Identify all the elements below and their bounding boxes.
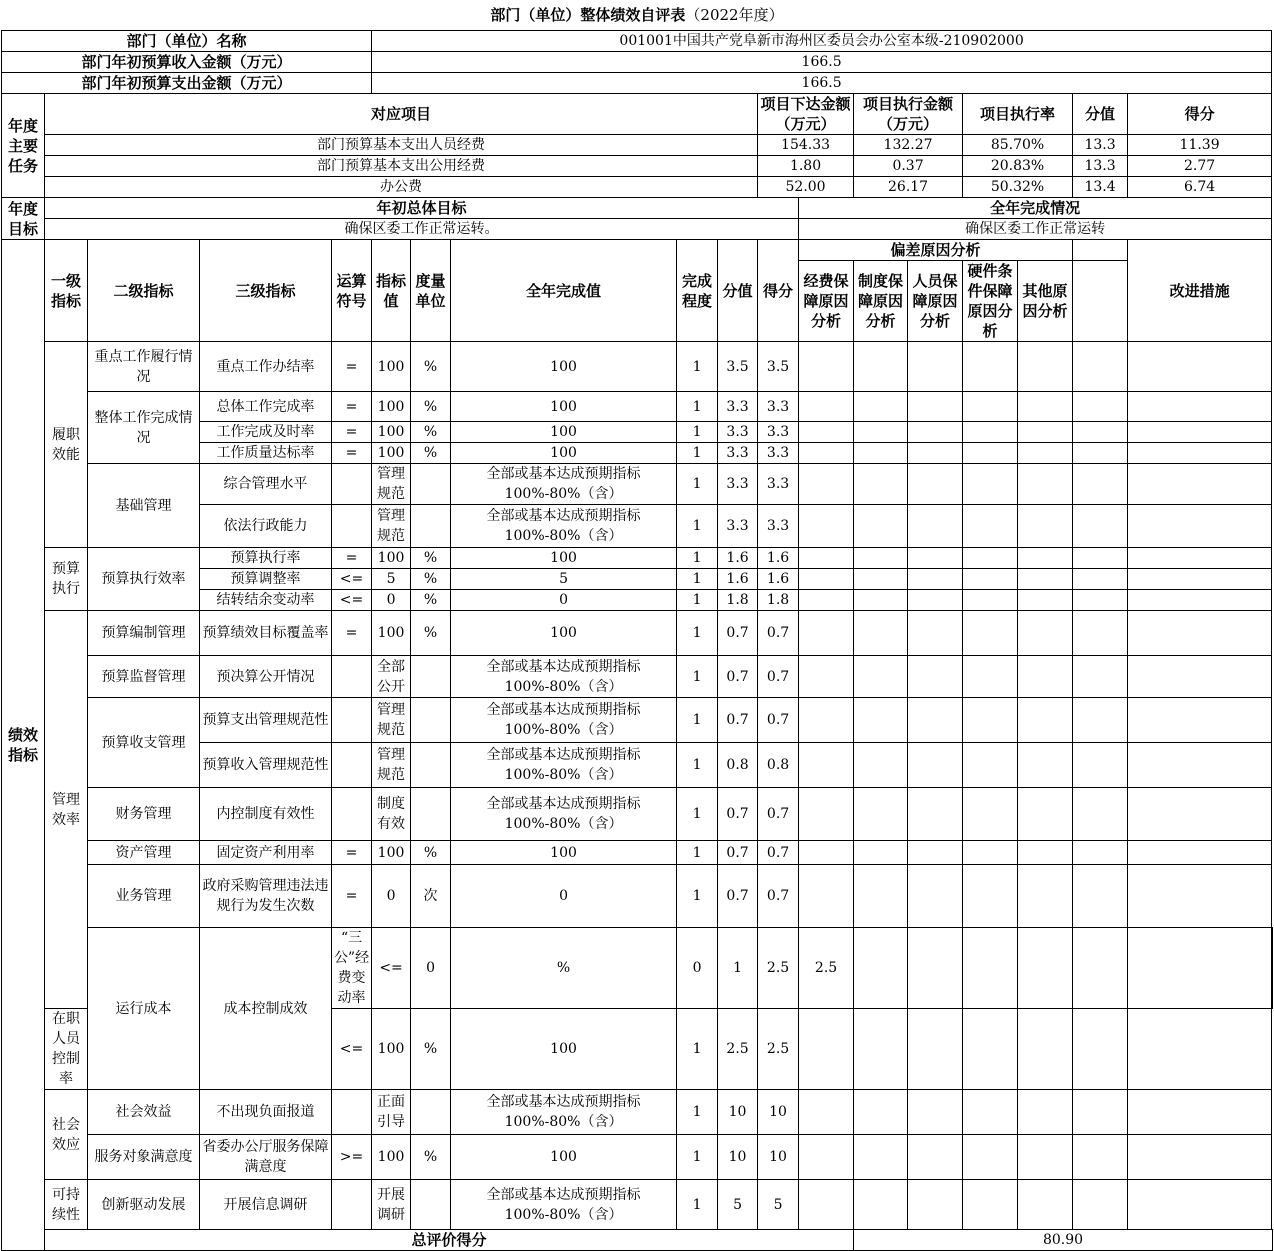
actual-cell: 全部或基本达成预期指标100%-80%（含） (451, 505, 677, 548)
actual-cell: 全部或基本达成预期指标100%-80%（含） (451, 1180, 677, 1230)
task-rate: 20.83% (963, 156, 1073, 177)
op-cell: = (332, 342, 372, 392)
degree-cell: 1 (677, 1009, 718, 1090)
unit-cell (411, 1180, 451, 1230)
indicator-row (2, 656, 1273, 698)
indicator-row (2, 1135, 1273, 1180)
task-row (2, 156, 1273, 177)
l3-cell: 开展信息调研 (200, 1180, 332, 1230)
actual-cell: 全部或基本达成预期指标100%-80%（含） (451, 464, 677, 505)
task-amount: 52.00 (758, 177, 854, 198)
unit-cell: % (411, 590, 451, 611)
got-cell: 0.8 (758, 743, 799, 788)
target-cell: 开展调研 (372, 1180, 411, 1230)
l3-cell: 总体工作完成率 (200, 392, 332, 422)
l2-cell: 预算监督管理 (88, 656, 200, 698)
task-item: 办公费 (45, 177, 758, 198)
l3-cell: 政府采购管理违法违规行为发生次数 (200, 865, 332, 928)
degree-cell: 1 (677, 392, 718, 422)
header-op: 运算符号 (332, 240, 372, 342)
op-cell: <= (332, 569, 372, 590)
actual-cell: 全部或基本达成预期指标100%-80%（含） (451, 743, 677, 788)
l3-cell: 预决算公开情况 (200, 656, 332, 698)
score-cell: 1.8 (718, 590, 758, 611)
header-l3: 三级指标 (200, 240, 332, 342)
l2-cell: 创新驱动发展 (88, 1180, 200, 1230)
target-cell: 0 (411, 928, 451, 1009)
target-cell: 100 (372, 548, 411, 569)
op-cell (332, 743, 372, 788)
tasks-header-amount: 项目下达金额（万元） (758, 94, 854, 135)
degree-cell: 1 (677, 464, 718, 505)
l3-cell: 预算绩效目标覆盖率 (200, 611, 332, 656)
score-cell: 0.7 (718, 841, 758, 865)
header-degree: 完成程度 (677, 240, 718, 342)
tasks-header-exec: 项目执行金额（万元） (854, 94, 963, 135)
op-cell: = (332, 422, 372, 443)
score-cell: 0.7 (718, 788, 758, 841)
header-d5: 其他原因分析 (1018, 261, 1073, 342)
indicator-row (2, 841, 1273, 865)
degree-cell: 1 (677, 342, 718, 392)
l2-cell: 预算编制管理 (88, 611, 200, 656)
score-cell: 0.7 (718, 698, 758, 743)
income-label: 部门年初预算收入金额（万元） (2, 52, 372, 73)
indicators-side-label: 绩效指标 (2, 240, 45, 1251)
degree-cell: 1 (677, 1180, 718, 1230)
score-cell: 0.8 (718, 743, 758, 788)
actual-cell: 100 (451, 422, 677, 443)
task-rate: 50.32% (963, 177, 1073, 198)
l2-cell: 业务管理 (88, 865, 200, 928)
l3-cell: 预算执行率 (200, 548, 332, 569)
l1-management: 管理效率 (45, 611, 88, 1009)
target-cell: 管理规范 (372, 698, 411, 743)
unit-cell: % (411, 548, 451, 569)
goals-initial-label: 年初总体目标 (45, 198, 799, 219)
header-d2: 制度保障原因分析 (854, 261, 908, 342)
unit-cell: % (411, 611, 451, 656)
got-cell: 0.7 (758, 698, 799, 743)
l1-cost: 运行成本 (88, 928, 200, 1090)
task-row (2, 135, 1273, 156)
header-d4: 硬件条件保障原因分析 (963, 261, 1018, 342)
target-cell: 100 (372, 1009, 411, 1090)
op-cell: >= (332, 1135, 372, 1180)
indicator-row (2, 342, 1273, 392)
op-cell: <= (332, 1009, 372, 1090)
l3-cell: 重点工作办结率 (200, 342, 332, 392)
target-cell: 全部公开 (372, 656, 411, 698)
op-cell (332, 788, 372, 841)
target-cell: 100 (372, 841, 411, 865)
got-cell: 2.5 (799, 928, 854, 1009)
unit-cell: % (411, 392, 451, 422)
l3-cell: 内控制度有效性 (200, 788, 332, 841)
degree-cell: 1 (677, 548, 718, 569)
actual-cell: 5 (451, 569, 677, 590)
op-cell (332, 1090, 372, 1135)
op-cell: = (332, 611, 372, 656)
score-cell: 0.7 (718, 611, 758, 656)
l3-cell: 预算支出管理规范性 (200, 698, 332, 743)
l2-cell: 基础管理 (88, 464, 200, 548)
unit-cell (411, 656, 451, 698)
task-rate: 85.70% (963, 135, 1073, 156)
op-cell: = (332, 841, 372, 865)
l2-cell: 成本控制成效 (200, 928, 332, 1090)
l3-cell: 依法行政能力 (200, 505, 332, 548)
l1-performance: 履职效能 (45, 342, 88, 548)
degree-cell: 1 (677, 698, 718, 743)
header-d1: 经费保障原因分析 (799, 261, 854, 342)
l1-social: 社会效应 (45, 1090, 88, 1180)
l3-cell: 预算调整率 (200, 569, 332, 590)
header-score: 分值 (718, 240, 758, 342)
indicator-row (2, 464, 1273, 505)
degree-cell: 1 (677, 569, 718, 590)
score-cell: 1.6 (718, 569, 758, 590)
title-main: 部门（单位）整体绩效自评表 (490, 6, 686, 24)
indicator-row (2, 392, 1273, 422)
score-cell: 10 (718, 1135, 758, 1180)
op-cell (332, 505, 372, 548)
indicator-row (2, 548, 1273, 569)
task-score: 13.3 (1073, 156, 1128, 177)
target-cell: 5 (372, 569, 411, 590)
dept-name-label: 部门（单位）名称 (2, 31, 372, 52)
actual-cell: 全部或基本达成预期指标100%-80%（含） (451, 656, 677, 698)
op-cell (332, 698, 372, 743)
got-cell: 3.3 (758, 422, 799, 443)
goals-completion-value: 确保区委工作正常运转 (799, 219, 1272, 240)
target-cell: 制度有效 (372, 788, 411, 841)
tasks-header-item: 对应项目 (45, 94, 758, 135)
target-cell: 管理规范 (372, 464, 411, 505)
target-cell: 0 (372, 865, 411, 928)
l3-cell: 省委办公厅服务保障满意度 (200, 1135, 332, 1180)
l2-cell: 财务管理 (88, 788, 200, 841)
score-cell: 2.5 (718, 1009, 758, 1090)
got-cell: 3.3 (758, 443, 799, 464)
l3-cell: 固定资产利用率 (200, 841, 332, 865)
unit-cell: % (451, 928, 677, 1009)
evaluation-table (1, 30, 1273, 1251)
task-item: 部门预算基本支出公用经费 (45, 156, 758, 177)
unit-cell: % (411, 841, 451, 865)
degree-cell: 1 (677, 422, 718, 443)
unit-cell (411, 1090, 451, 1135)
unit-cell: % (411, 1009, 451, 1090)
tasks-header-got: 得分 (1128, 94, 1272, 135)
l2-cell: 重点工作履行情况 (88, 342, 200, 392)
indicator-row (2, 611, 1273, 656)
target-cell: 100 (372, 1135, 411, 1180)
got-cell: 0.7 (758, 841, 799, 865)
got-cell: 0.7 (758, 865, 799, 928)
l3-cell: 综合管理水平 (200, 464, 332, 505)
score-cell: 3.3 (718, 392, 758, 422)
target-cell: 100 (372, 422, 411, 443)
goals-side-label: 年度目标 (2, 198, 45, 240)
unit-cell: % (411, 342, 451, 392)
header-target: 指标值 (372, 240, 411, 342)
header-deviation: 偏差原因分析 (799, 240, 1073, 261)
score-cell: 2.5 (758, 928, 799, 1009)
task-got: 2.77 (1128, 156, 1272, 177)
degree-cell: 1 (677, 590, 718, 611)
got-cell: 5 (758, 1180, 799, 1230)
goals-initial-value: 确保区委工作正常运转。 (45, 219, 799, 240)
actual-cell: 100 (451, 1009, 677, 1090)
task-score: 13.4 (1073, 177, 1128, 198)
indicator-row (2, 865, 1273, 928)
score-cell: 5 (718, 1180, 758, 1230)
l2-cell: 社会效益 (88, 1090, 200, 1135)
indicator-row (2, 788, 1273, 841)
degree-cell: 1 (677, 743, 718, 788)
actual-cell: 全部或基本达成预期指标100%-80%（含） (451, 788, 677, 841)
score-cell: 0.7 (718, 656, 758, 698)
goals-completion-label: 全年完成情况 (799, 198, 1272, 219)
l3-cell: “三公”经费变动率 (332, 928, 372, 1009)
task-got: 6.74 (1128, 177, 1272, 198)
task-exec: 26.17 (854, 177, 963, 198)
task-item: 部门预算基本支出人员经费 (45, 135, 758, 156)
l3-cell: 预算收入管理规范性 (200, 743, 332, 788)
tasks-header-score: 分值 (1073, 94, 1128, 135)
l2-cell: 预算收支管理 (88, 698, 200, 788)
degree-cell: 1 (677, 1090, 718, 1135)
actual-cell: 100 (451, 841, 677, 865)
unit-cell: % (411, 422, 451, 443)
header-l1: 一级指标 (45, 240, 88, 342)
header-l2: 二级指标 (88, 240, 200, 342)
target-cell: 100 (372, 443, 411, 464)
unit-cell: % (411, 1135, 451, 1180)
got-cell: 3.5 (758, 342, 799, 392)
l3-cell: 不出现负面报道 (200, 1090, 332, 1135)
target-cell: 正面引导 (372, 1090, 411, 1135)
unit-cell (411, 698, 451, 743)
degree-cell: 1 (677, 865, 718, 928)
degree-cell: 1 (677, 505, 718, 548)
score-cell: 3.3 (718, 422, 758, 443)
got-cell: 1.6 (758, 548, 799, 569)
l3-cell: 结转结余变动率 (200, 590, 332, 611)
title-year: （2022年度） (685, 6, 784, 24)
task-exec: 0.37 (854, 156, 963, 177)
op-cell: = (332, 865, 372, 928)
actual-cell: 100 (451, 1135, 677, 1180)
expense-value: 166.5 (372, 73, 1272, 94)
task-amount: 1.80 (758, 156, 854, 177)
l2-cell: 预算执行效率 (88, 548, 200, 611)
actual-cell: 0 (451, 865, 677, 928)
indicator-row (2, 1180, 1273, 1230)
got-cell: 3.3 (758, 505, 799, 548)
unit-cell (411, 788, 451, 841)
target-cell: 管理规范 (372, 743, 411, 788)
task-exec: 132.27 (854, 135, 963, 156)
unit-cell (411, 464, 451, 505)
l2-cell: 资产管理 (88, 841, 200, 865)
expense-label: 部门年初预算支出金额（万元） (2, 73, 372, 94)
tasks-header-rate: 项目执行率 (963, 94, 1073, 135)
score-cell: 3.5 (718, 342, 758, 392)
actual-cell: 全部或基本达成预期指标100%-80%（含） (451, 1090, 677, 1135)
op-cell (332, 464, 372, 505)
got-cell: 0.7 (758, 656, 799, 698)
got-cell: 1.6 (758, 569, 799, 590)
income-value: 166.5 (372, 52, 1272, 73)
indicator-row (2, 928, 1273, 1009)
op-cell: <= (372, 928, 411, 1009)
got-cell: 10 (758, 1090, 799, 1135)
unit-cell: % (411, 443, 451, 464)
tasks-side-label: 年度主要任务 (2, 94, 45, 198)
header-d3: 人员保障原因分析 (908, 261, 963, 342)
op-cell: = (332, 548, 372, 569)
actual-cell: 100 (451, 548, 677, 569)
score-cell: 3.3 (718, 505, 758, 548)
degree-cell: 1 (677, 1135, 718, 1180)
l3-cell: 工作质量达标率 (200, 443, 332, 464)
op-cell: <= (332, 590, 372, 611)
got-cell: 0.7 (758, 611, 799, 656)
task-row (2, 177, 1273, 198)
target-cell: 0 (372, 590, 411, 611)
page-title (0, 0, 1274, 30)
degree-cell: 1 (677, 611, 718, 656)
header-actual: 全年完成值 (451, 240, 677, 342)
got-cell: 0.7 (758, 788, 799, 841)
total-score-label: 总评价得分 (45, 1230, 854, 1251)
task-amount: 154.33 (758, 135, 854, 156)
l3-cell: 工作完成及时率 (200, 422, 332, 443)
l1-budget: 预算执行 (45, 548, 88, 611)
l2-cell: 整体工作完成情况 (88, 392, 200, 464)
actual-cell: 100 (451, 392, 677, 422)
op-cell (332, 656, 372, 698)
actual-cell: 全部或基本达成预期指标100%-80%（含） (451, 698, 677, 743)
degree-cell: 1 (677, 841, 718, 865)
actual-cell: 100 (451, 443, 677, 464)
got-cell: 10 (758, 1135, 799, 1180)
header-unit: 度量单位 (411, 240, 451, 342)
l1-sustainable: 可持续性 (45, 1180, 88, 1230)
task-score: 13.3 (1073, 135, 1128, 156)
target-cell: 100 (372, 342, 411, 392)
degree-cell: 1 (718, 928, 758, 1009)
actual-cell: 100 (451, 342, 677, 392)
header-got: 得分 (758, 240, 799, 342)
actual-cell: 0 (677, 928, 718, 1009)
got-cell: 3.3 (758, 392, 799, 422)
score-cell: 3.3 (718, 464, 758, 505)
op-cell (332, 1180, 372, 1230)
target-cell: 100 (372, 611, 411, 656)
target-cell: 管理规范 (372, 505, 411, 548)
got-cell: 2.5 (758, 1009, 799, 1090)
score-cell: 10 (718, 1090, 758, 1135)
indicator-row (2, 698, 1273, 743)
dept-name-value: 001001中国共产党阜新市海州区委员会办公室本级-210902000 (372, 31, 1272, 52)
unit-cell: 次 (411, 865, 451, 928)
header-measures: 改进措施 (1128, 240, 1272, 342)
l2-cell: 服务对象满意度 (88, 1135, 200, 1180)
total-score-value: 80.90 (854, 1230, 1273, 1251)
degree-cell: 1 (677, 656, 718, 698)
op-cell: = (332, 443, 372, 464)
indicator-row (2, 1090, 1273, 1135)
score-cell: 0.7 (718, 865, 758, 928)
unit-cell (411, 743, 451, 788)
unit-cell (411, 505, 451, 548)
task-got: 11.39 (1128, 135, 1272, 156)
got-cell: 3.3 (758, 464, 799, 505)
unit-cell: % (411, 569, 451, 590)
score-cell: 3.3 (718, 443, 758, 464)
l3-cell: 在职人员控制率 (45, 1009, 88, 1090)
degree-cell: 1 (677, 788, 718, 841)
actual-cell: 100 (451, 611, 677, 656)
degree-cell: 1 (677, 443, 718, 464)
op-cell: = (332, 392, 372, 422)
actual-cell: 0 (451, 590, 677, 611)
got-cell: 1.8 (758, 590, 799, 611)
score-cell: 1.6 (718, 548, 758, 569)
target-cell: 100 (372, 392, 411, 422)
